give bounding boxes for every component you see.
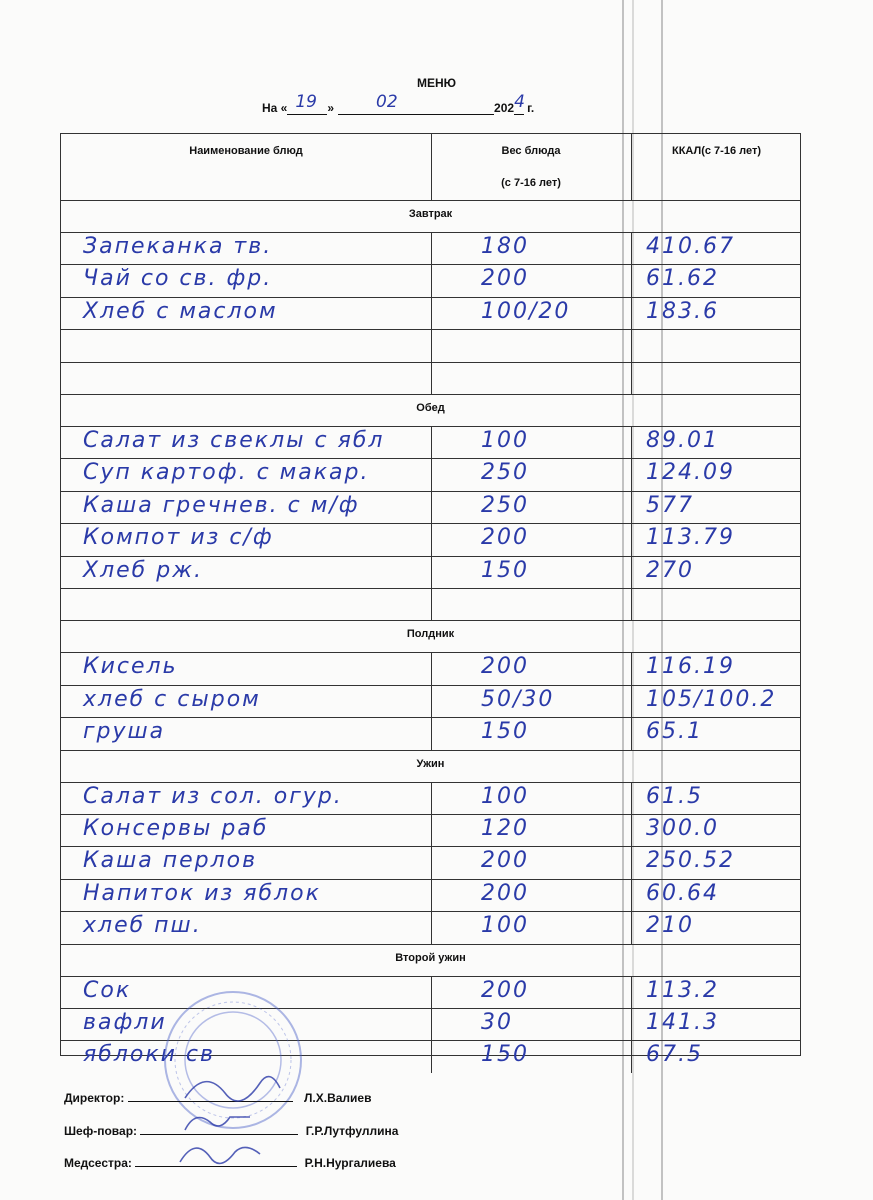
stamp-seal — [158, 985, 308, 1135]
dish-weight: 200 — [481, 266, 529, 292]
signature-role: Медсестра: — [64, 1156, 132, 1170]
column-divider — [631, 134, 632, 200]
column-header-weight: Вес блюда — [501, 145, 561, 157]
row-divider — [61, 620, 800, 621]
dish-name: Кисель — [83, 654, 178, 680]
row-divider — [61, 944, 800, 945]
dish-name: вафли — [83, 1010, 167, 1035]
year-printed: 202 — [494, 101, 515, 115]
dish-name: Компот из с/ф — [83, 525, 274, 551]
column-divider — [431, 232, 432, 394]
page-title: МЕНЮ — [416, 76, 457, 90]
column-divider — [631, 782, 632, 944]
dish-weight: 100 — [481, 428, 529, 453]
dish-name: Сок — [83, 977, 132, 1003]
dish-kcal: 270 — [646, 557, 694, 583]
date-line — [262, 92, 535, 115]
dish-weight: 200 — [481, 525, 529, 551]
dish-name: Чай со св. фр. — [83, 266, 273, 292]
dish-kcal: 141.3 — [646, 1010, 719, 1035]
dish-kcal: 61.62 — [646, 266, 719, 292]
dish-name: Суп картоф. с макар. — [83, 460, 370, 486]
dish-weight: 250 — [481, 460, 529, 486]
dish-kcal: 577 — [646, 492, 694, 518]
section-title: Полдник — [406, 628, 455, 641]
dish-weight: 200 — [481, 848, 529, 874]
dish-kcal: 60.64 — [646, 880, 719, 906]
dish-weight: 120 — [481, 816, 529, 841]
section-title: Завтрак — [408, 208, 453, 220]
dish-name: Салат из сол. огур. — [83, 783, 343, 809]
signature-role: Директор: — [64, 1091, 125, 1105]
signature-name: Л.Х.Валиев — [304, 1091, 372, 1105]
row-divider — [61, 750, 800, 751]
year-suffix: г. — [527, 101, 535, 115]
dish-kcal: 113.2 — [646, 977, 719, 1003]
dish-name: хлеб пш. — [83, 913, 202, 939]
dish-kcal: 410.67 — [646, 234, 735, 259]
dish-name: Каша гречнев. с м/ф — [83, 492, 360, 518]
dish-weight: 250 — [481, 492, 529, 518]
section-title: Ужин — [416, 757, 445, 770]
dish-weight: 200 — [481, 654, 529, 680]
dish-name: яблоки св — [83, 1042, 215, 1068]
column-divider — [631, 232, 632, 394]
section-title: Обед — [416, 402, 445, 414]
date-day: 19 — [295, 92, 317, 112]
dish-weight: 100 — [481, 783, 529, 809]
dish-kcal: 124.09 — [646, 460, 735, 486]
column-divider — [431, 134, 432, 200]
dish-name: Консервы раб — [83, 816, 269, 841]
signature-chef — [64, 1124, 398, 1138]
year-hand: 4 — [514, 92, 525, 112]
column-divider — [431, 782, 432, 944]
dish-name: Запеканка тв. — [83, 234, 273, 259]
dish-weight: 200 — [481, 880, 529, 906]
dish-kcal: 250.52 — [646, 848, 735, 874]
column-divider — [631, 426, 632, 620]
dish-name: Напиток из яблок — [83, 880, 321, 906]
column-header-name: Наименование блюд — [189, 145, 303, 157]
dish-weight: 200 — [481, 977, 529, 1003]
dish-weight: 30 — [481, 1010, 513, 1035]
signature-role: Шеф-повар: — [64, 1124, 138, 1138]
dish-kcal: 300.0 — [646, 816, 719, 841]
dish-kcal: 113.79 — [646, 525, 735, 551]
column-divider — [631, 652, 632, 749]
dish-kcal: 89.01 — [646, 428, 719, 453]
signature-director — [64, 1091, 371, 1105]
column-header-weight-age: (с 7-16 лет) — [501, 177, 561, 189]
column-header-kcal: ККАЛ(с 7-16 лет) — [672, 145, 761, 157]
section-title: Второй ужин — [395, 951, 466, 964]
dish-kcal: 210 — [646, 913, 694, 939]
dish-weight: 150 — [481, 557, 529, 583]
dish-kcal: 67.5 — [646, 1042, 703, 1068]
column-divider — [431, 976, 432, 1073]
signature-name: Г.Р.Лутфуллина — [305, 1124, 399, 1138]
dish-kcal: 61.5 — [646, 783, 703, 809]
dish-name: Салат из свеклы с ябл — [83, 428, 385, 453]
dish-name: Каша перлов — [83, 848, 258, 874]
row-divider — [61, 394, 800, 395]
dish-weight: 100/20 — [481, 298, 571, 324]
dish-name: Хлеб рж. — [83, 557, 204, 583]
dish-weight: 180 — [481, 234, 529, 259]
signature-nurse — [64, 1156, 396, 1170]
date-mid: » — [327, 101, 335, 115]
dish-name: Хлеб с маслом — [83, 298, 278, 324]
dish-name: хлеб с сыром — [83, 686, 261, 712]
dish-kcal: 65.1 — [646, 719, 703, 745]
menu-table — [60, 133, 801, 1068]
dish-name: груша — [83, 719, 166, 745]
row-divider — [61, 200, 800, 201]
dish-kcal: 105/100.2 — [646, 686, 777, 712]
signature-name: Р.Н.Нургалиева — [304, 1156, 396, 1170]
column-divider — [431, 652, 432, 749]
dish-weight: 150 — [481, 1042, 529, 1068]
date-month: 02 — [376, 92, 398, 112]
column-divider — [631, 976, 632, 1073]
dish-kcal: 116.19 — [646, 654, 735, 680]
dish-kcal: 183.6 — [646, 298, 719, 324]
dish-weight: 50/30 — [481, 686, 555, 712]
dish-weight: 150 — [481, 719, 529, 745]
date-prefix: На « — [262, 101, 288, 115]
column-divider — [431, 426, 432, 620]
dish-weight: 100 — [481, 913, 529, 939]
